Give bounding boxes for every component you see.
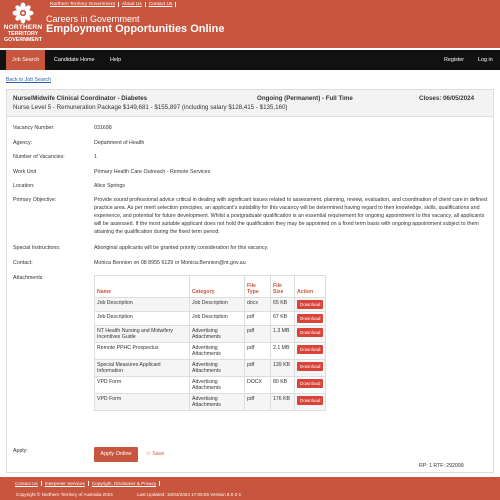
download-button[interactable]: Download [297, 314, 323, 323]
attachment-file-type: pdf [245, 326, 271, 343]
attachment-category: Advertising Attachments [190, 360, 245, 377]
nav-job-search[interactable]: Job Search [6, 50, 45, 70]
col-file-size: File Size [271, 276, 295, 298]
attachment-file-type: pdf [245, 394, 271, 411]
attachment-file-size: 2.1 MB [271, 343, 295, 360]
site-footer [0, 477, 500, 500]
job-header [7, 90, 493, 117]
attachment-file-size: 80 KB [271, 377, 295, 394]
attachment-file-type: DOCX [245, 377, 271, 394]
value-num-vacancies: 1 [94, 154, 97, 160]
attachment-row [95, 298, 326, 312]
back-to-job-search-link[interactable]: Back to Job Search [6, 77, 51, 83]
attachment-action [295, 343, 326, 360]
attachment-name: Remote PPHC Prospectus [95, 343, 190, 360]
rp-rtf-reference: RP: 1 RTF: 292099 [419, 463, 464, 469]
attachment-name: Job Description [95, 312, 190, 326]
value-special-instructions: Aboriginal applicants will be granted priority consideration for this vacancy. [94, 245, 269, 251]
download-button[interactable]: Download [297, 300, 323, 309]
col-category: Category [190, 276, 245, 298]
label-contact: Contact: [13, 260, 33, 266]
attachment-category: Advertising Attachments [190, 326, 245, 343]
attachment-file-size: 176 KB [271, 394, 295, 411]
value-primary-objective: Provide sound professional advice critical in dealing with significant issues related to assessment, planning, review, evaluation, and coordination of client care in defined practice area. As per merit selection principles, an applicant's suitability for this vacancy will be determined having regard to their knowledge, skills, qualifications and experience, and potential for future development. Whilst a postgraduate qualification is an essential requirement for ongoing appointment to this vacancy, all applicants will be assessed. If the most suitable applicant does not hold the qualification they may be appointed on a fixed term basis with ongoing appointment subject to them attaining the qualification during the fixed term period. [94, 197, 488, 235]
main-nav [0, 50, 500, 70]
label-agency: Agency: [13, 140, 33, 146]
attachment-action [295, 394, 326, 411]
link-contact-us[interactable]: Contact Us [146, 2, 177, 7]
logo-text-northern: NORTHERN [3, 24, 43, 31]
attachment-category: Job Description [190, 298, 245, 312]
attachment-name: Special Measures Applicant Information [95, 360, 190, 377]
download-button[interactable]: Download [297, 396, 323, 405]
job-closing-date: Closes: 06/05/2024 [419, 95, 475, 102]
attachment-name: Job Description [95, 298, 190, 312]
attachment-file-type: pdf [245, 343, 271, 360]
label-special-instructions: Special Instructions: [13, 245, 61, 251]
col-name: Name [95, 276, 190, 298]
attachment-category: Job Description [190, 312, 245, 326]
attachments-header-row [95, 276, 326, 298]
label-location: Location: [13, 183, 35, 189]
link-nt-government[interactable]: Northern Territory Government [47, 2, 119, 7]
nav-login[interactable]: Log in [478, 57, 493, 63]
top-links [47, 2, 176, 7]
footer-copyright: Copyright © Northern Territory of Australia 2024 [16, 492, 113, 497]
attachments-table [94, 275, 326, 411]
value-location: Alice Springs [94, 183, 125, 189]
attachment-action [295, 360, 326, 377]
col-file-type: File Type [245, 276, 271, 298]
attachment-action [295, 312, 326, 326]
footer-last-updated: Last Updated: 16/04/2024 17:05:55 Version 8.0.2-1 [137, 492, 242, 497]
label-primary-objective: Primary Objective: [13, 197, 57, 203]
download-button[interactable]: Download [297, 328, 323, 337]
download-button[interactable]: Download [297, 362, 323, 371]
attachment-row [95, 343, 326, 360]
job-salary: Nurse Level 5 - Remuneration Package $149,681 - $155,897 (including salary $128,415 - $135,160) [13, 104, 288, 111]
site-header [0, 0, 500, 48]
value-contact: Monica Bennion on 08 8955 6129 or Monica.Bennion@nt.gov.au [94, 260, 246, 266]
apply-online-button[interactable]: Apply Online [94, 447, 138, 462]
desert-rose-icon [12, 2, 34, 24]
attachment-file-size: 139 KB [271, 360, 295, 377]
nav-register[interactable]: Register [444, 57, 465, 63]
save-link[interactable] [146, 451, 164, 457]
nav-help[interactable]: Help [110, 57, 122, 63]
attachment-name: NT Health Nursing and Midwifery Incentives Guide [95, 326, 190, 343]
job-title: Nurse/Midwife Clinical Coordinator - Diabetes [13, 95, 148, 102]
col-action: Action [295, 276, 326, 298]
footer-link-copyright[interactable]: Copyright, Disclaimer & Privacy [89, 481, 160, 486]
attachment-action [295, 298, 326, 312]
attachment-row [95, 360, 326, 377]
attachment-category: Advertising Attachments [190, 377, 245, 394]
download-button[interactable]: Download [297, 379, 323, 388]
logo-text-government: GOVERNMENT [4, 37, 42, 43]
attachment-file-size: 67 KB [271, 312, 295, 326]
attachment-file-size: 1.3 MB [271, 326, 295, 343]
save-label: Save [152, 451, 165, 457]
attachment-row [95, 326, 326, 343]
download-button[interactable]: Download [297, 345, 323, 354]
logo-text-territory: TERRITORY [7, 31, 39, 37]
attachment-file-type: docx [245, 298, 271, 312]
attachment-action [295, 377, 326, 394]
site-title: Employment Opportunities Online [46, 23, 225, 35]
star-icon: ☆ [146, 451, 151, 457]
label-apply: Apply: [13, 448, 28, 454]
job-detail-panel [6, 89, 494, 473]
attachment-row [95, 312, 326, 326]
link-about-us[interactable]: About Us [119, 2, 146, 7]
nt-government-logo[interactable] [2, 2, 44, 46]
label-attachments: Attachments [13, 275, 43, 281]
footer-link-interpreter[interactable]: Interpreter Services [42, 481, 89, 486]
value-work-unit: Primary Health Care Outreach - Remote Services [94, 169, 211, 175]
attachment-file-type: pdf [245, 312, 271, 326]
job-type: Ongoing (Permanent) - Full Time [257, 95, 353, 102]
attachment-name: VPD Form [95, 377, 190, 394]
attachment-action [295, 326, 326, 343]
attachment-file-type: pdf [245, 360, 271, 377]
label-num-vacancies: Number of Vacancies: [13, 154, 65, 160]
value-agency: Department of Health [94, 140, 145, 146]
footer-link-contact-us[interactable]: Contact Us [12, 481, 42, 486]
attachment-row [95, 377, 326, 394]
site-subtitle: Careers in Government [46, 14, 140, 24]
attachment-row [95, 394, 326, 411]
footer-links [12, 481, 160, 486]
nav-candidate-home[interactable]: Candidate Home [54, 57, 95, 63]
attachment-category: Advertising Attachments [190, 394, 245, 411]
attachment-file-size: 65 KB [271, 298, 295, 312]
label-vacancy-number: Vacancy Number: [13, 125, 55, 131]
attachment-category: Advertising Attachments [190, 343, 245, 360]
value-vacancy-number: 031698 [94, 125, 112, 131]
label-work-unit: Work Unit [13, 169, 37, 175]
attachment-name: VPD Form [95, 394, 190, 411]
